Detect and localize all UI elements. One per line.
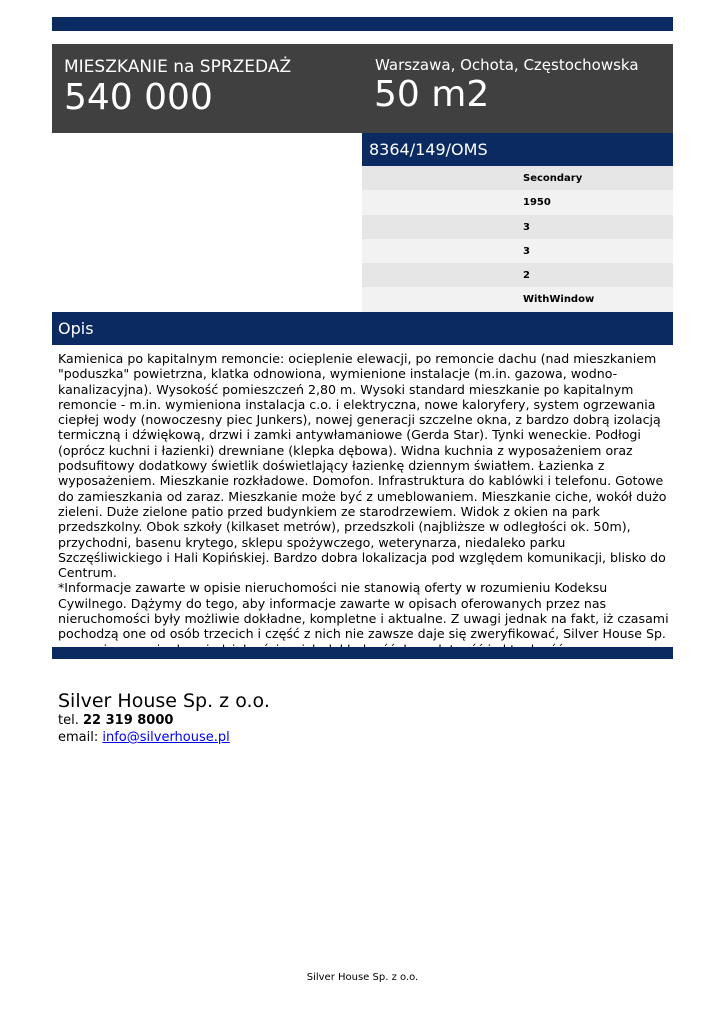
- details-value: 3: [523, 221, 530, 233]
- phone-line: [58, 713, 173, 728]
- details-row: [362, 287, 673, 311]
- listing-location: Warszawa, Ochota, Częstochowska: [375, 56, 639, 74]
- listing-price: 540 000: [64, 77, 213, 118]
- reference-bar: [362, 133, 673, 166]
- details-value: Secondary: [523, 173, 583, 184]
- description-heading: Opis: [58, 319, 94, 338]
- page-footer: Silver House Sp. z o.o.: [306, 972, 419, 983]
- details-row: [362, 166, 673, 190]
- phone-label: tel.: [58, 713, 79, 728]
- details-table: [362, 166, 673, 312]
- details-row: [362, 263, 673, 287]
- company-name: Silver House Sp. z o.o.: [58, 690, 270, 712]
- details-row: [362, 190, 673, 214]
- description-text: Kamienica po kapitalnym remoncie: ocieplenie elewacji, po remoncie dachu (nad mieszkaniem "poduszka" powietrzna, klatka odnowiona, wymienione instalacje (m.in. gazowa, wodno-kanalizacyjna). Wysokość pomieszczeń 2,80 m. Wysoki standard mieszkanie po kapitalnym remoncie - m.in. wymieniona instalacja c.o. i elektryczna, nowe kaloryfery, system ogrzewania ciepłej wody (nowoczesny piec Junkers), nowej generacji szczelne okna, z bardzo dobrą izolacją termiczną i dźwiękową, drzwi i zamki antywłamaniowe (Gerda Star). Tynki weneckie. Podłogi (oprócz kuchni i łazienki) drewniane (klepka dębowa). Widna kuchnia z wyposażeniem oraz podsufitowy dodatkowy świetlik doświetlający łazienkę dziennym światłem. Łazienka z wyposażeniem. Mieszkanie rozkładowe. Domofon. Infrastruktura do kablówki i telefonu. Gotowe do zamieszkania od zaraz. Mieszkanie może być z umeblowaniem. Mieszkanie ciche, wokół dużo zieleni. Duże zielone patio przed budynkiem ze starodrzewiem. Widok z okien na park przedszkolny. Obok szkoły (kilkaset metrów), przedszkoli (najbliższe w odległości ok. 50m), przychodni, basenu krytego, sklepu spożywczego, weterynarza, niedaleko parku Szczęśliwickiego i Hali Kopińskiej. Bardzo dobra lokalizacja pod względem komunikacji, blisko do Centrum. *Informacje zawarte w opisie nieruchomości nie stanowią oferty w rozumieniu Kodeksu Cywilnego. Dążymy do tego, aby informacje zawarte w opisach oferowanych przez nas nieruchomości były możliwie dokładne, kompletne i aktualne. Z uwagi jednak na fakt, iż czasami pochodzą one od osób trzecich i część z nich nie zawsze daje się zweryfikować, Silver House Sp.: [58, 351, 669, 642]
- reference-number: 8364/149/OMS: [369, 140, 488, 159]
- details-row: [362, 239, 673, 263]
- details-row: [362, 215, 673, 239]
- email-label: email:: [58, 730, 99, 745]
- bottom-accent-bar: [52, 647, 673, 659]
- details-value: WithWindow: [523, 294, 595, 306]
- details-value: 3: [523, 245, 530, 257]
- details-value: 1950: [523, 197, 551, 209]
- email-line: [58, 730, 230, 745]
- phone-number: 22 319 8000: [82, 713, 174, 728]
- listing-header: [52, 44, 673, 133]
- top-accent-bar: [52, 17, 673, 31]
- details-value: 2: [523, 270, 530, 282]
- email-link[interactable]: info@silverhouse.pl: [102, 730, 230, 745]
- listing-type: MIESZKANIE na SPRZEDAŻ: [64, 57, 292, 77]
- description-heading-bar: [52, 312, 673, 345]
- listing-area: 50 m2: [374, 74, 490, 115]
